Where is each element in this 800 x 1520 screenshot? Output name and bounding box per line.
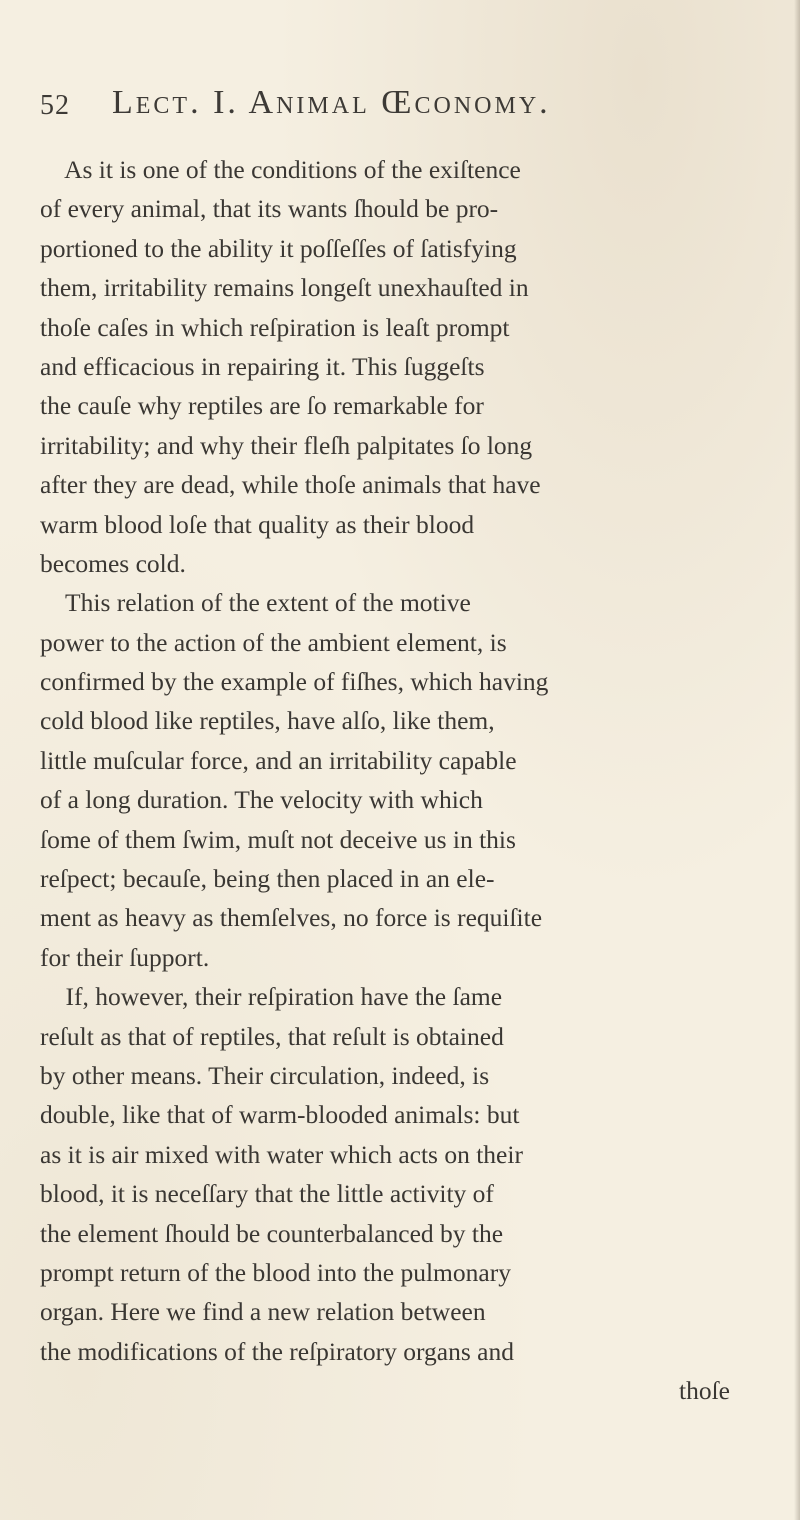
text-line: the cauſe why reptiles are ſo remarkable for [40,391,484,421]
text-line: becomes cold. [40,548,186,578]
text-line: of a long duration. The velocity with which [40,785,483,815]
text-line: and efficacious in repairing it. This ſuggeſts [40,351,485,381]
text-line: the modifications of the reſpiratory organs and [40,1336,514,1366]
page-number: 52 [40,90,70,121]
text-line: as it is air mixed with water which acts on their [40,1139,523,1169]
text-line: them, irritability remains longeſt unexhauſted in [40,273,529,303]
text-line: little muſcular force, and an irritability capable [40,745,517,775]
text-line: organ. Here we find a new relation between [40,1297,486,1327]
text-line: reſult as that of reptiles, that reſult is obtained [40,1021,504,1051]
text-line: cold blood like reptiles, have alſo, like them, [40,706,495,736]
text-line: power to the action of the ambient element, is [40,627,507,657]
text-line: ment as heavy as themſelves, no force is requiſite [40,903,543,933]
body-text [40,150,760,1411]
text-line: confirmed by the example of fiſhes, which having [40,667,549,697]
running-head [40,84,760,134]
text-line: This relation of the extent of the motive [40,588,471,618]
text-line: for their ſupport. [40,942,210,972]
text-line: warm blood loſe that quality as their blood [40,509,475,539]
text-line: of every animal, that its wants ſhould be pro- [40,194,499,224]
text-line: If, however, their reſpiration have the ſame [40,982,503,1012]
text-line: the element ſhould be counterbalanced by the [40,1218,504,1248]
text-line: As it is one of the conditions of the exiſtence [40,155,521,184]
text-line: after they are dead, while thoſe animals that have [40,470,541,500]
running-title: Lect. I. Animal Œconomy. [112,84,551,121]
text-line: double, like that of warm-blooded animals: but [40,1100,520,1130]
text-line: irritability; and why their fleſh palpitates ſo long [40,430,533,460]
text-line: portioned to the ability it poſſeſſes of ſatisfying [40,233,517,263]
catchword: thoſe [679,1376,730,1406]
page-edge-shadow [794,0,800,1520]
text-line: thoſe caſes in which reſpiration is leaſt prompt [40,312,510,342]
text-line: blood, it is neceſſary that the little activity of [40,1179,494,1209]
text-line: ſome of them ſwim, muſt not deceive us in this [40,824,516,854]
text-line: by other means. Their circulation, indeed, is [40,1060,490,1090]
text-line: prompt return of the blood into the pulmonary [40,1257,511,1287]
text-line: reſpect; becauſe, being then placed in an ele- [40,864,495,894]
